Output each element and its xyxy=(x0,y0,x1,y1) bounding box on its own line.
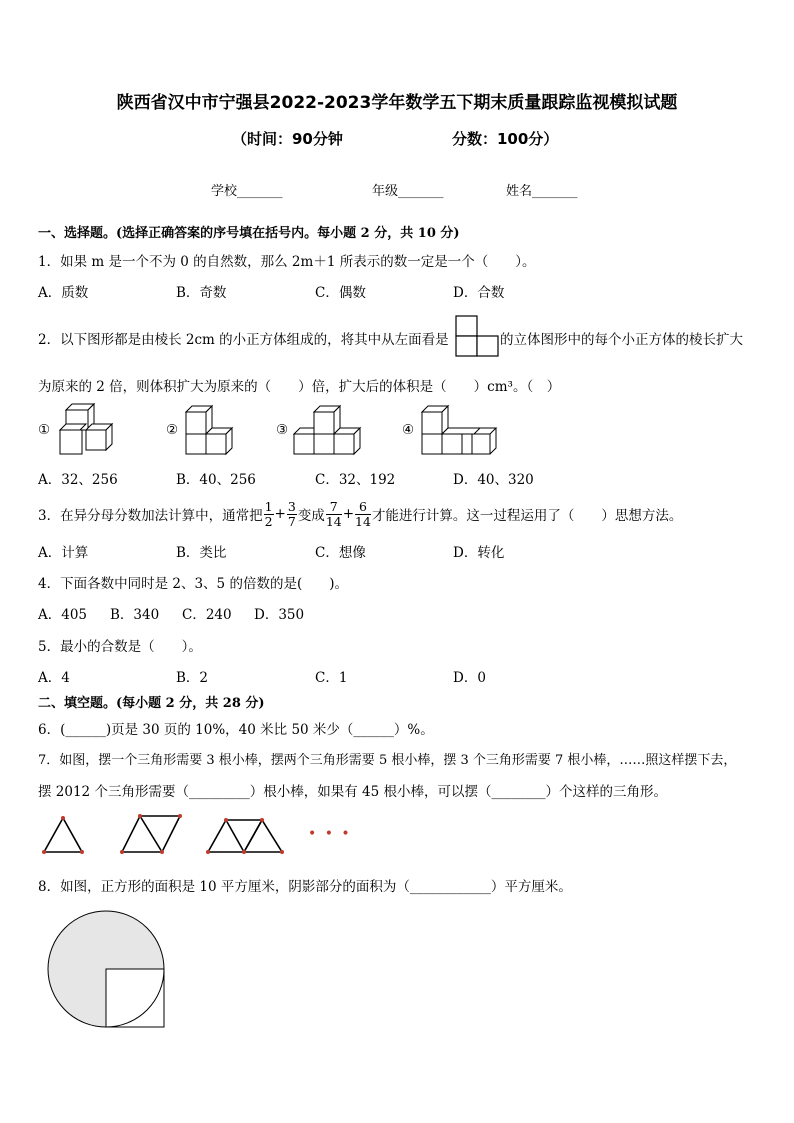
q5-option-c: C．1 xyxy=(315,670,348,686)
q3-text-a: 3．在异分母分数加法计算中，通常把 xyxy=(38,508,263,524)
question-6: 6．(______)页是 30 页的 10%，40 米比 50 米少（______）%。 xyxy=(38,722,434,738)
q3-option-c: C．想像 xyxy=(315,545,366,561)
q1-option-b: B．奇数 xyxy=(176,285,227,301)
plus-sign-2: + xyxy=(342,506,355,522)
question-7-line-1: 7．如图，摆一个三角形需要 3 根小棒，摆两个三角形需要 5 根小棒，摆 3 个三角形需要 7 根小棒，……照这样摆下去， xyxy=(38,753,737,768)
q4-option-a: A．405 xyxy=(38,607,88,623)
figure-label-4: ④ xyxy=(402,422,415,438)
exam-time: （时间：90分钟 xyxy=(232,130,343,148)
figure-label-2: ② xyxy=(166,422,179,438)
q3-text-b: 才能进行计算。这一过程运用了（ ）思想方法。 xyxy=(371,508,683,524)
question-2-part-c: 为原来的 2 倍，则体积扩大为原来的（ ）倍，扩大后的体积是（ ）cm³。（ ） xyxy=(38,379,561,395)
question-2-part-a: 2．以下图形都是由棱长 2cm 的小正方体组成的，将其中从左面看是 xyxy=(38,332,449,348)
q1-option-a: A．质数 xyxy=(38,285,89,301)
q3-option-a: A．计算 xyxy=(38,545,89,561)
q3-option-d: D．转化 xyxy=(453,545,505,561)
q5-option-d: D．0 xyxy=(453,670,486,686)
question-2-part-b: 的立体图形中的每个小正方体的棱长扩大 xyxy=(500,332,743,348)
question-4: 4．下面各数中同时是 2、3、5 的倍数的是( )。 xyxy=(38,576,348,592)
question-1: 1．如果 m 是一个不为 0 的自然数，那么 2m＋1 所表示的数一定是一个（ ）。 xyxy=(38,254,536,270)
cube-figure-3 xyxy=(292,402,364,457)
cube-figure-2 xyxy=(182,402,238,457)
q2-option-d: D．40、320 xyxy=(453,472,534,488)
page-title: 陕西省汉中市宁强县2022-2023学年数学五下期末质量跟踪监视模拟试题 xyxy=(116,93,678,113)
q3-mid: 变成 xyxy=(297,508,325,524)
ellipsis-dots: • • • xyxy=(308,826,352,842)
grade-field: 年级_______ xyxy=(372,184,444,199)
q2-option-b: B．40、256 xyxy=(176,472,256,488)
exam-score: 分数：100分） xyxy=(452,130,559,148)
q5-option-b: B．2 xyxy=(176,670,209,686)
cube-figure-4 xyxy=(420,402,500,457)
section2-heading: 二、填空题。(每小题 2 分，共 28 分) xyxy=(38,696,265,711)
circle-square-figure xyxy=(46,912,168,1030)
question-3 xyxy=(38,493,682,535)
triangle-sticks-figure xyxy=(40,812,340,860)
q5-option-a: A．4 xyxy=(38,670,70,686)
question-5: 5．最小的合数是（ ）。 xyxy=(38,639,202,655)
cube-figure-1 xyxy=(56,402,116,457)
q2-option-a: A．32、256 xyxy=(38,472,118,488)
q4-option-d: D．350 xyxy=(254,607,305,623)
left-view-figure xyxy=(455,315,499,357)
fraction-1-2: $\frac{1}{2}$ xyxy=(264,499,273,529)
q4-option-b: B．340 xyxy=(110,607,160,623)
school-field: 学校_______ xyxy=(211,184,283,199)
fraction-6-14: $\frac{6}{14}$ xyxy=(355,499,371,529)
fraction-7-14: $\frac{7}{14}$ xyxy=(325,499,342,529)
q3-option-b: B．类比 xyxy=(176,545,227,561)
question-8: 8．如图，正方形的面积是 10 平方厘米，阴影部分的面积为（____________）平方厘米。 xyxy=(38,879,572,895)
q1-option-d: D．合数 xyxy=(453,285,505,301)
section1-heading: 一、选择题。(选择正确答案的序号填在括号内。每小题 2 分，共 10 分) xyxy=(38,226,460,241)
name-field: 姓名_______ xyxy=(506,184,578,199)
fraction-3-7: $\frac{3}{7}$ xyxy=(287,499,296,529)
figure-label-1: ① xyxy=(38,422,51,438)
q4-option-c: C．240 xyxy=(182,607,232,623)
plus-sign: + xyxy=(274,506,286,522)
q2-option-c: C．32、192 xyxy=(315,472,396,488)
question-7-line-2: 摆 2012 个三角形需要（_________）根小棒，如果有 45 根小棒，可以摆（________）个这样的三角形。 xyxy=(38,784,667,800)
figure-label-3: ③ xyxy=(276,422,289,438)
q1-option-c: C．偶数 xyxy=(315,285,366,301)
